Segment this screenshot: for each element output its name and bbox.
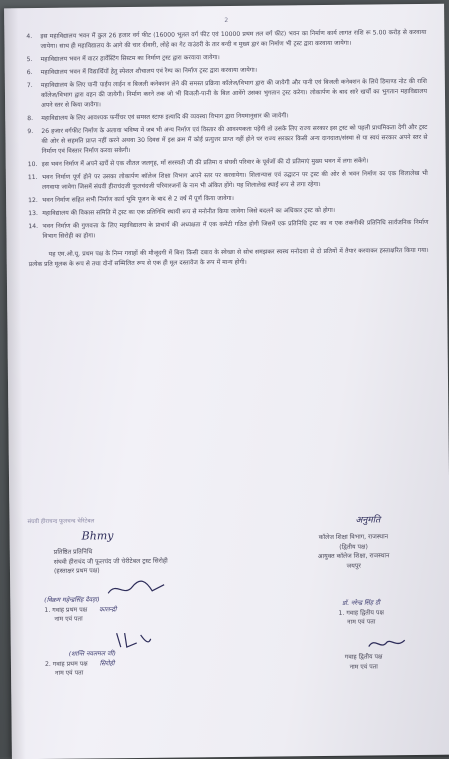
first-party-line: संघवी हीराचंद जी फूलचंद जी चेरीटेबल ट्रस्ट सिरोही <box>53 557 168 566</box>
clause-item <box>28 156 428 170</box>
clause-item <box>26 28 426 52</box>
clause-item <box>28 205 428 219</box>
second-party-line: आयुक्त कॉलेज शिक्षा, राजस्थान <box>317 552 390 561</box>
clause-text: भवन निर्माण पूर्ण होने पर उसका लोकार्पण कॉलेज शिक्षा विभाग अपने स्तर पर करवायेगा। शिलान्यास एवं उद्घाटन पर ट्रस्ट की ओर से भवन निर्माण का एक शिलालेख भी लगवाया जावेगा जिसमें संघवी हीराचंदजी फूलचंदजी परिवारजनों के नाम भी अंकित होंगे। यह शिलालेख स्थाई रूप से लगा रहेगा। <box>41 169 428 191</box>
clause-number: 4. <box>26 33 33 41</box>
clause-item <box>28 169 428 193</box>
clause-number: 14. <box>28 222 39 231</box>
clause-text: इस भवन निर्माण में अपने खर्चे से एक शीतल जलगृह, माँ सरस्वती जी की प्रतिमा व संघवी परिवार के पूर्वजों की दो प्रतिमाएं मुख्य भवन में लगा सकेंगे। <box>41 157 369 168</box>
witness-second-1-block <box>338 598 384 627</box>
clause-number: 8. <box>27 115 34 123</box>
signature-section <box>25 514 437 753</box>
first-party-line: (हस्ताक्षर प्रथम पक्ष) <box>53 567 100 575</box>
first-party-signature: Bhmy <box>81 529 114 543</box>
clause-number: 6. <box>26 69 33 77</box>
first-party-line: प्रतिष्ठित प्रतिनिधि <box>53 548 93 556</box>
first-party-block <box>54 547 168 577</box>
witness-4-label: गवाह द्वितीय पक्ष <box>344 653 383 661</box>
clause-number: 9. <box>27 128 34 136</box>
witness-3-name: डॉ. नरेन्द्र सिंह डी <box>342 599 381 607</box>
document-page <box>4 4 449 759</box>
witness-2-place: सिरोही <box>99 659 115 667</box>
clause-text: महाविद्यालय भवन में विद्यार्थियों हेतु स्पेशल शौचालय एवं रैम्प का निर्माण ट्रस्ट द्वारा करवाया जायेगा। <box>40 66 258 76</box>
clause-text: भवन निर्माण सहित सभी निर्माण कार्य भूमि पूजन के बाद से 2 वर्ष में पूर्ण किया जावेगा। <box>42 194 234 204</box>
clause-text: भवन निर्माण की गुणवत्ता के लिए महाविद्यालय के प्राचार्य की अध्यक्षता में एक कमेटी गठित होगी जिसमें एक प्रतिनिधि ट्रस्ट का व एक तकनीकी प्रतिनिधि सार्वजनिक निर्माण विभाग सिरोही का होगा। <box>42 218 429 240</box>
clause-text: इस महाविद्यालय भवन में कुल 26 हजार वर्ग फीट (16000 भूतल वर्ग फीट एवं 10000 प्रथम तल वर्ग फीट) भवन का निर्माण कार्य लागत राशि रू 5.00 करोड़ से करवाया जायेगा। साथ ही महाविद्यालय के आगे की चार दीवारी, लोहे का गेट वाउंडरी के तार बन्दी व मुख्य द्वार का निर्माण भी ट्रस्ट द्वारा करवाया जायेगा। <box>40 28 427 50</box>
clause-number: 10. <box>27 160 38 169</box>
clause-number: 12. <box>28 196 38 205</box>
document-body <box>26 14 429 270</box>
clause-number: 5. <box>26 56 33 64</box>
witness-1-name: (विक्रम महेन्द्रसिंह देवड़ा) <box>44 596 100 604</box>
witness-first-2-block <box>45 649 116 678</box>
second-party-line: जयपुर <box>346 562 361 570</box>
clause-text: 26 हजार वर्गफीट निर्माण के अलावा भविष्य में जब भी अन्य निर्माण एवं विस्तार की आवश्यकता पड़ेगी तो उसके लिए राज्य सरकार इस ट्रस्ट को पहली प्राथमिकता देगी और ट्रस्ट की ओर से सहमति प्राप्त नहीं करने अथवा 30 दिवस में इस क्रम में कोई प्रत्युत्तर प्राप्त नहीं होने पर राज्य सरकार किसी अन्य दानदाता/संस्था से या स्वयं सरकार अपने स्तर से निर्माण एवं विस्तार निर्माण करवा सकेगी। <box>41 123 428 155</box>
witness-3-label: 1. गवाह द्वितीय पक्ष <box>338 608 384 617</box>
clause-item <box>28 218 428 242</box>
second-party-signature: अनुमति <box>355 515 381 526</box>
witness-1-label: 1. गवाह प्रथम पक्ष <box>44 605 88 614</box>
witness-2-signature <box>113 629 153 651</box>
witness-2-sublabel: नाम एवं पता <box>55 669 84 677</box>
clause-list <box>26 28 428 242</box>
clause-number: 11. <box>27 173 38 182</box>
witness-first-1-block <box>44 595 116 624</box>
clause-item <box>27 110 427 124</box>
closing-paragraph: यह एम.ओ.यू. प्रथम पक्ष के निम्न गवाहों की मौजूदगी में बिना किसी दबाव के स्वेच्छा से सोच समझकर स्वस्थ मनोदशा से दो प्रतियों में तैयार करवाकर हस्ताक्षरित किया गया। प्रत्येक प्रति मूलक के रूप से तथा दोनों सम्मिलित रूप से एक ही मूल दस्तावेज के रूप में मान्य होगी। <box>28 246 429 269</box>
clause-item <box>28 192 428 206</box>
clause-text: महाविद्यालय की विकास समिति में ट्रस्ट का एक प्रतिनिधि स्थायी रूप से मनोनीत किया जावेगा जिसे बदलने का अधिकार ट्रस्ट को होगा। <box>42 206 336 217</box>
witness-1-place: कालन्द्री <box>99 605 117 613</box>
second-party-block <box>318 532 390 571</box>
clause-item <box>27 77 427 111</box>
witness-1-sublabel: नाम एवं पता <box>54 615 83 623</box>
clause-text: महाविद्यालय के लिए पानी पाईप लाईन व बिजली कनेक्शन लेने की समस्त प्रक्रिया कॉलेज/विभाग द्वारा की जायेगी और पानी एवं बिजली कनेक्शन के लिये डिमाण्ड नोट की राशि कॉलेज/विभाग द्वारा वहन की जायेगी। निर्माण करने तक जो भी बिजली-पानी के बिल आवेंगे उसका भुगतान ट्रस्ट करेगा। लोकार्पण के बाद सारे खर्चों का भुगतान महाविद्यालय अपने स्तर से किया जावेगा। <box>40 77 428 109</box>
witness-2-name: (शान्ति नवलमल जी) <box>68 650 116 658</box>
witness-3-sublabel: नाम एवं पता <box>347 618 376 626</box>
witness-2-label: 2. गवाह प्रथम पक्ष <box>44 659 88 668</box>
clause-number: 13. <box>28 209 38 218</box>
clause-item <box>27 64 427 78</box>
clause-text: महाविद्यालय के लिए आवश्यक फर्नीचर एवं समस्त स्टाफ इत्यादि की व्यवस्था विभाग द्वारा नियमानुसार की जायेगी। <box>41 112 289 122</box>
clause-number: 7. <box>26 82 33 90</box>
witness-4-sublabel: नाम एवं पता <box>349 662 378 671</box>
clause-text: महाविद्यालय भवन में वाटर हार्वेस्टिंग सिस्टम का निर्माण ट्रस्ट द्वारा करवाया जायेगा। <box>40 54 220 63</box>
trust-stamp: संघवी हीराचन्द फूलचन्द चेरिटेबल <box>27 518 95 526</box>
witness-4-signature <box>367 634 407 652</box>
clause-item <box>27 51 427 65</box>
second-party-line: कॉलेज शिक्षा विभाग, राजस्थान <box>318 533 389 542</box>
page-number: 2 <box>224 16 229 25</box>
second-party-line: (द्वितीय पक्ष) <box>339 543 368 551</box>
witness-second-2-block <box>345 652 383 671</box>
clause-item <box>27 123 427 157</box>
